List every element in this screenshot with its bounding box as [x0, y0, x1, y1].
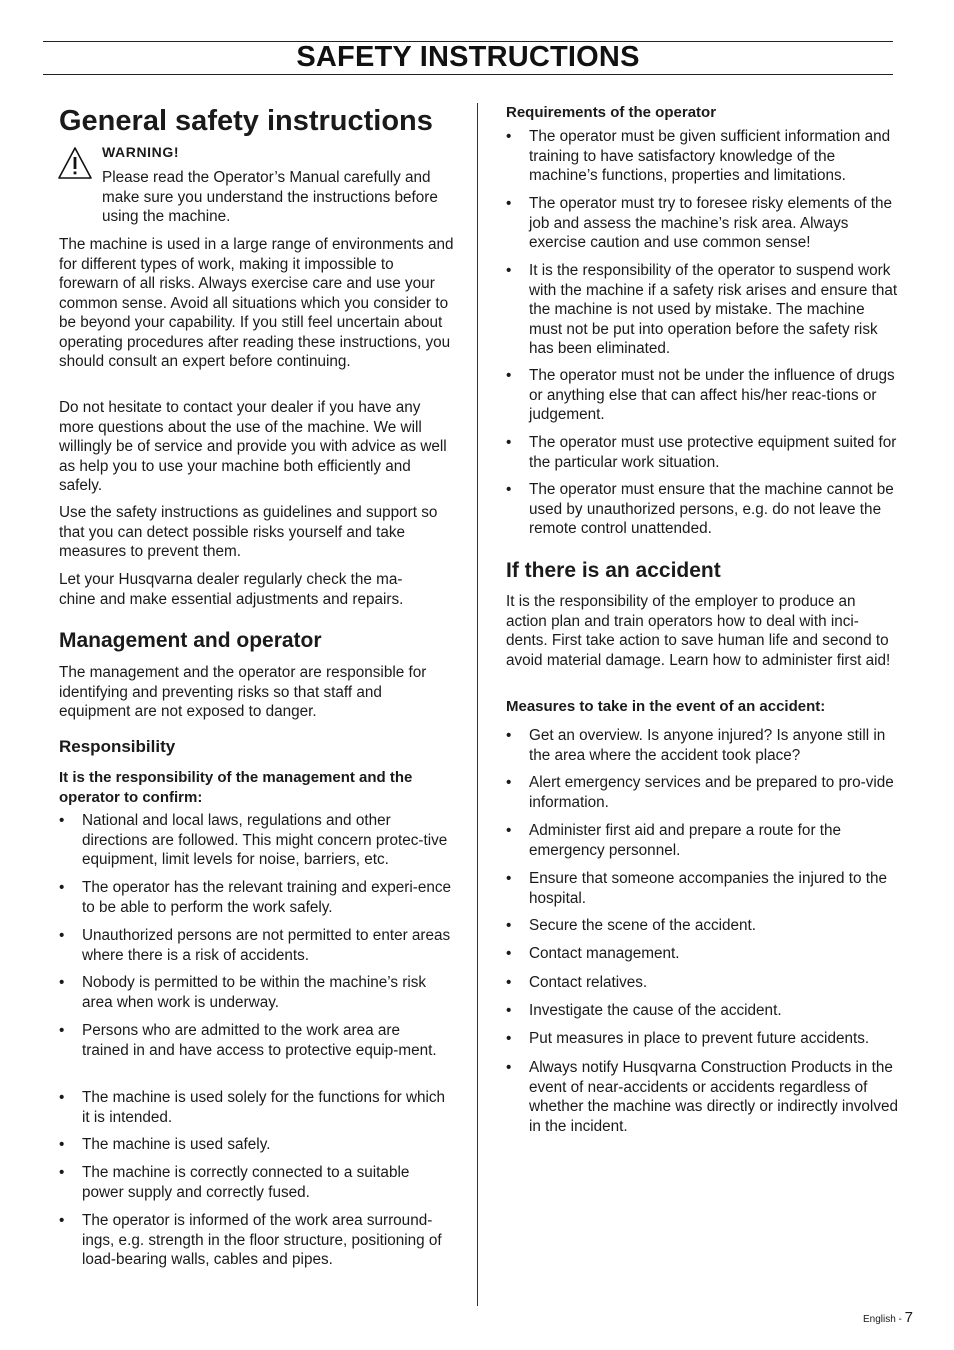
- list-item: • National and local laws, regulations and other directions are followed. This might concern protec-tive equipment, limit levels for noise, barriers, etc.: [59, 812, 448, 868]
- list-item: • Unauthorized persons are not permitted to enter areas where there is a risk of accidents.: [59, 927, 451, 964]
- warning-text: Please read the Operator’s Manual carefully and make sure you understand the instructions before using the machine.: [102, 169, 438, 225]
- bullet: •: [59, 927, 65, 944]
- list-item: • The operator must ensure that the machine cannot be used by unauthorized persons, e.g. do not leave the remote control unattended.: [506, 481, 894, 537]
- list-item: • It is the responsibility of the operator to suspend work with the machine if a safety risk arises and ensure that the machine is not used by mistake. The machine must not be put into operation before the safety risk has been eliminated.: [506, 262, 898, 357]
- list-item: • Investigate the cause of the accident.: [506, 1002, 782, 1019]
- list-item: • The operator is informed of the work area surround-ings, e.g. strength in the floor structure, positioning of load-bearing walls, cables and pipes.: [59, 1212, 442, 1268]
- list-item: • The operator must not be under the influence of drugs or anything else that can affect his/her reac-tions or judgement.: [506, 367, 895, 423]
- list-item: • The machine is used safely.: [59, 1136, 271, 1153]
- bullet: •: [59, 1089, 65, 1106]
- responsibility-heading: Responsibility: [59, 737, 176, 756]
- warning-label: WARNING!: [102, 144, 180, 160]
- list-item: • Administer first aid and prepare a route for the emergency personnel.: [506, 822, 842, 859]
- list-item: • Secure the scene of the accident.: [506, 917, 757, 934]
- list-item: • Persons who are admitted to the work area are trained in and have access to protective equip-ment.: [59, 1022, 437, 1059]
- requirements-heading: Requirements of the operator: [506, 104, 717, 121]
- intro-paragraph-1: The machine is used in a large range of environments and for different types of work, making it impossible to forewarn of all risks. Always exercise care and use your common sense. Avoid all situations which you consider to be beyond your capability. If you still feel uncertain about operating procedures after reading these instructions, you should consult an expert before continuing.: [59, 236, 454, 370]
- management-text: The management and the operator are responsible for identifying and preventing risks so that staff and equipment are not exposed to danger.: [59, 664, 427, 720]
- header-bottom-rule: [43, 74, 893, 75]
- list-item: • Nobody is permitted to be within the machine’s risk area when work is underway.: [59, 974, 427, 1011]
- list-item: • The operator must use protective equipment suited for the particular work situation.: [506, 434, 897, 471]
- page-footer: [863, 1309, 913, 1326]
- bullet: •: [506, 870, 512, 887]
- bullet: •: [59, 879, 65, 896]
- list-item: • The machine is correctly connected to a suitable power supply and correctly fused.: [59, 1164, 410, 1201]
- list-item: • Get an overview. Is anyone injured? Is anyone still in the area where the accident took place?: [506, 727, 886, 764]
- bullet: •: [59, 1212, 65, 1229]
- list-item: • The operator must try to foresee risky elements of the job and assess the machine’s risk area. Always exercise caution and use common sense!: [506, 195, 893, 251]
- bullet: •: [506, 822, 512, 839]
- bullet: •: [506, 774, 512, 791]
- list-item: • Always notify Husqvarna Construction Products in the event of near-accidents or accidents regardless of whether the machine was directly or indirectly involved in the incident.: [506, 1059, 898, 1135]
- intro-paragraph-2: Do not hesitate to contact your dealer if you have any more questions about the use of the machine. We will willingly be of service and provide you with advice as well as help you to use your machine both efficiently and safely.: [59, 399, 447, 494]
- list-item: • Alert emergency services and be prepared to pro-vide information.: [506, 774, 894, 811]
- bullet: •: [506, 195, 512, 212]
- bullet: •: [506, 945, 512, 962]
- bullet: •: [506, 1002, 512, 1019]
- bullet: •: [506, 1059, 512, 1076]
- management-heading: Management and operator: [59, 629, 322, 652]
- column-divider: [477, 103, 478, 1306]
- bullet: •: [506, 727, 512, 744]
- list-item: • Ensure that someone accompanies the injured to the hospital.: [506, 870, 887, 907]
- bullet: •: [59, 1022, 65, 1039]
- intro-paragraph-4: Let your Husqvarna dealer regularly check the ma-chine and make essential adjustments and repairs.: [59, 571, 404, 608]
- bullet: •: [506, 128, 512, 145]
- bullet: •: [59, 1136, 65, 1153]
- page-number: 7: [904, 1309, 913, 1326]
- list-item: • The machine is used solely for the functions for which it is intended.: [59, 1089, 446, 1126]
- bullet: •: [506, 481, 512, 498]
- measures-heading: Measures to take in the event of an accident:: [506, 698, 826, 715]
- page-title: General safety instructions: [59, 105, 433, 137]
- section-banner: SAFETY INSTRUCTIONS: [296, 41, 640, 73]
- accident-text: It is the responsibility of the employer to produce an action plan and train operators how to deal with inci-dents. First take action to save human life and second to avoid material damage. Learn how to administer first aid!: [506, 593, 891, 669]
- bullet: •: [506, 262, 512, 279]
- list-item: • Put measures in place to prevent future accidents.: [506, 1030, 870, 1047]
- bullet: •: [506, 1030, 512, 1047]
- intro-paragraph-3: Use the safety instructions as guidelines and support so that you can detect possible risks yourself and take measures to prevent them.: [59, 504, 438, 560]
- bullet: •: [506, 917, 512, 934]
- list-item: • The operator must be given sufficient information and training to have satisfactory knowledge of the machine’s functions, properties and limitations.: [506, 128, 891, 184]
- bullet: •: [506, 434, 512, 451]
- bullet: •: [59, 812, 65, 829]
- bullet: •: [59, 974, 65, 991]
- footer-language: English -: [862, 1314, 902, 1325]
- accident-heading: If there is an accident: [506, 559, 721, 582]
- list-item: • The operator has the relevant training and experi-ence to be able to perform the work safely.: [59, 879, 452, 916]
- bullet: •: [59, 1164, 65, 1181]
- warning-triangle-icon: [57, 146, 93, 180]
- responsibility-lead: It is the responsibility of the management and the operator to confirm:: [59, 769, 413, 806]
- list-item: • Contact relatives.: [506, 974, 648, 991]
- bullet: •: [506, 367, 512, 384]
- bullet: •: [506, 974, 512, 991]
- list-item: • Contact management.: [506, 945, 680, 962]
